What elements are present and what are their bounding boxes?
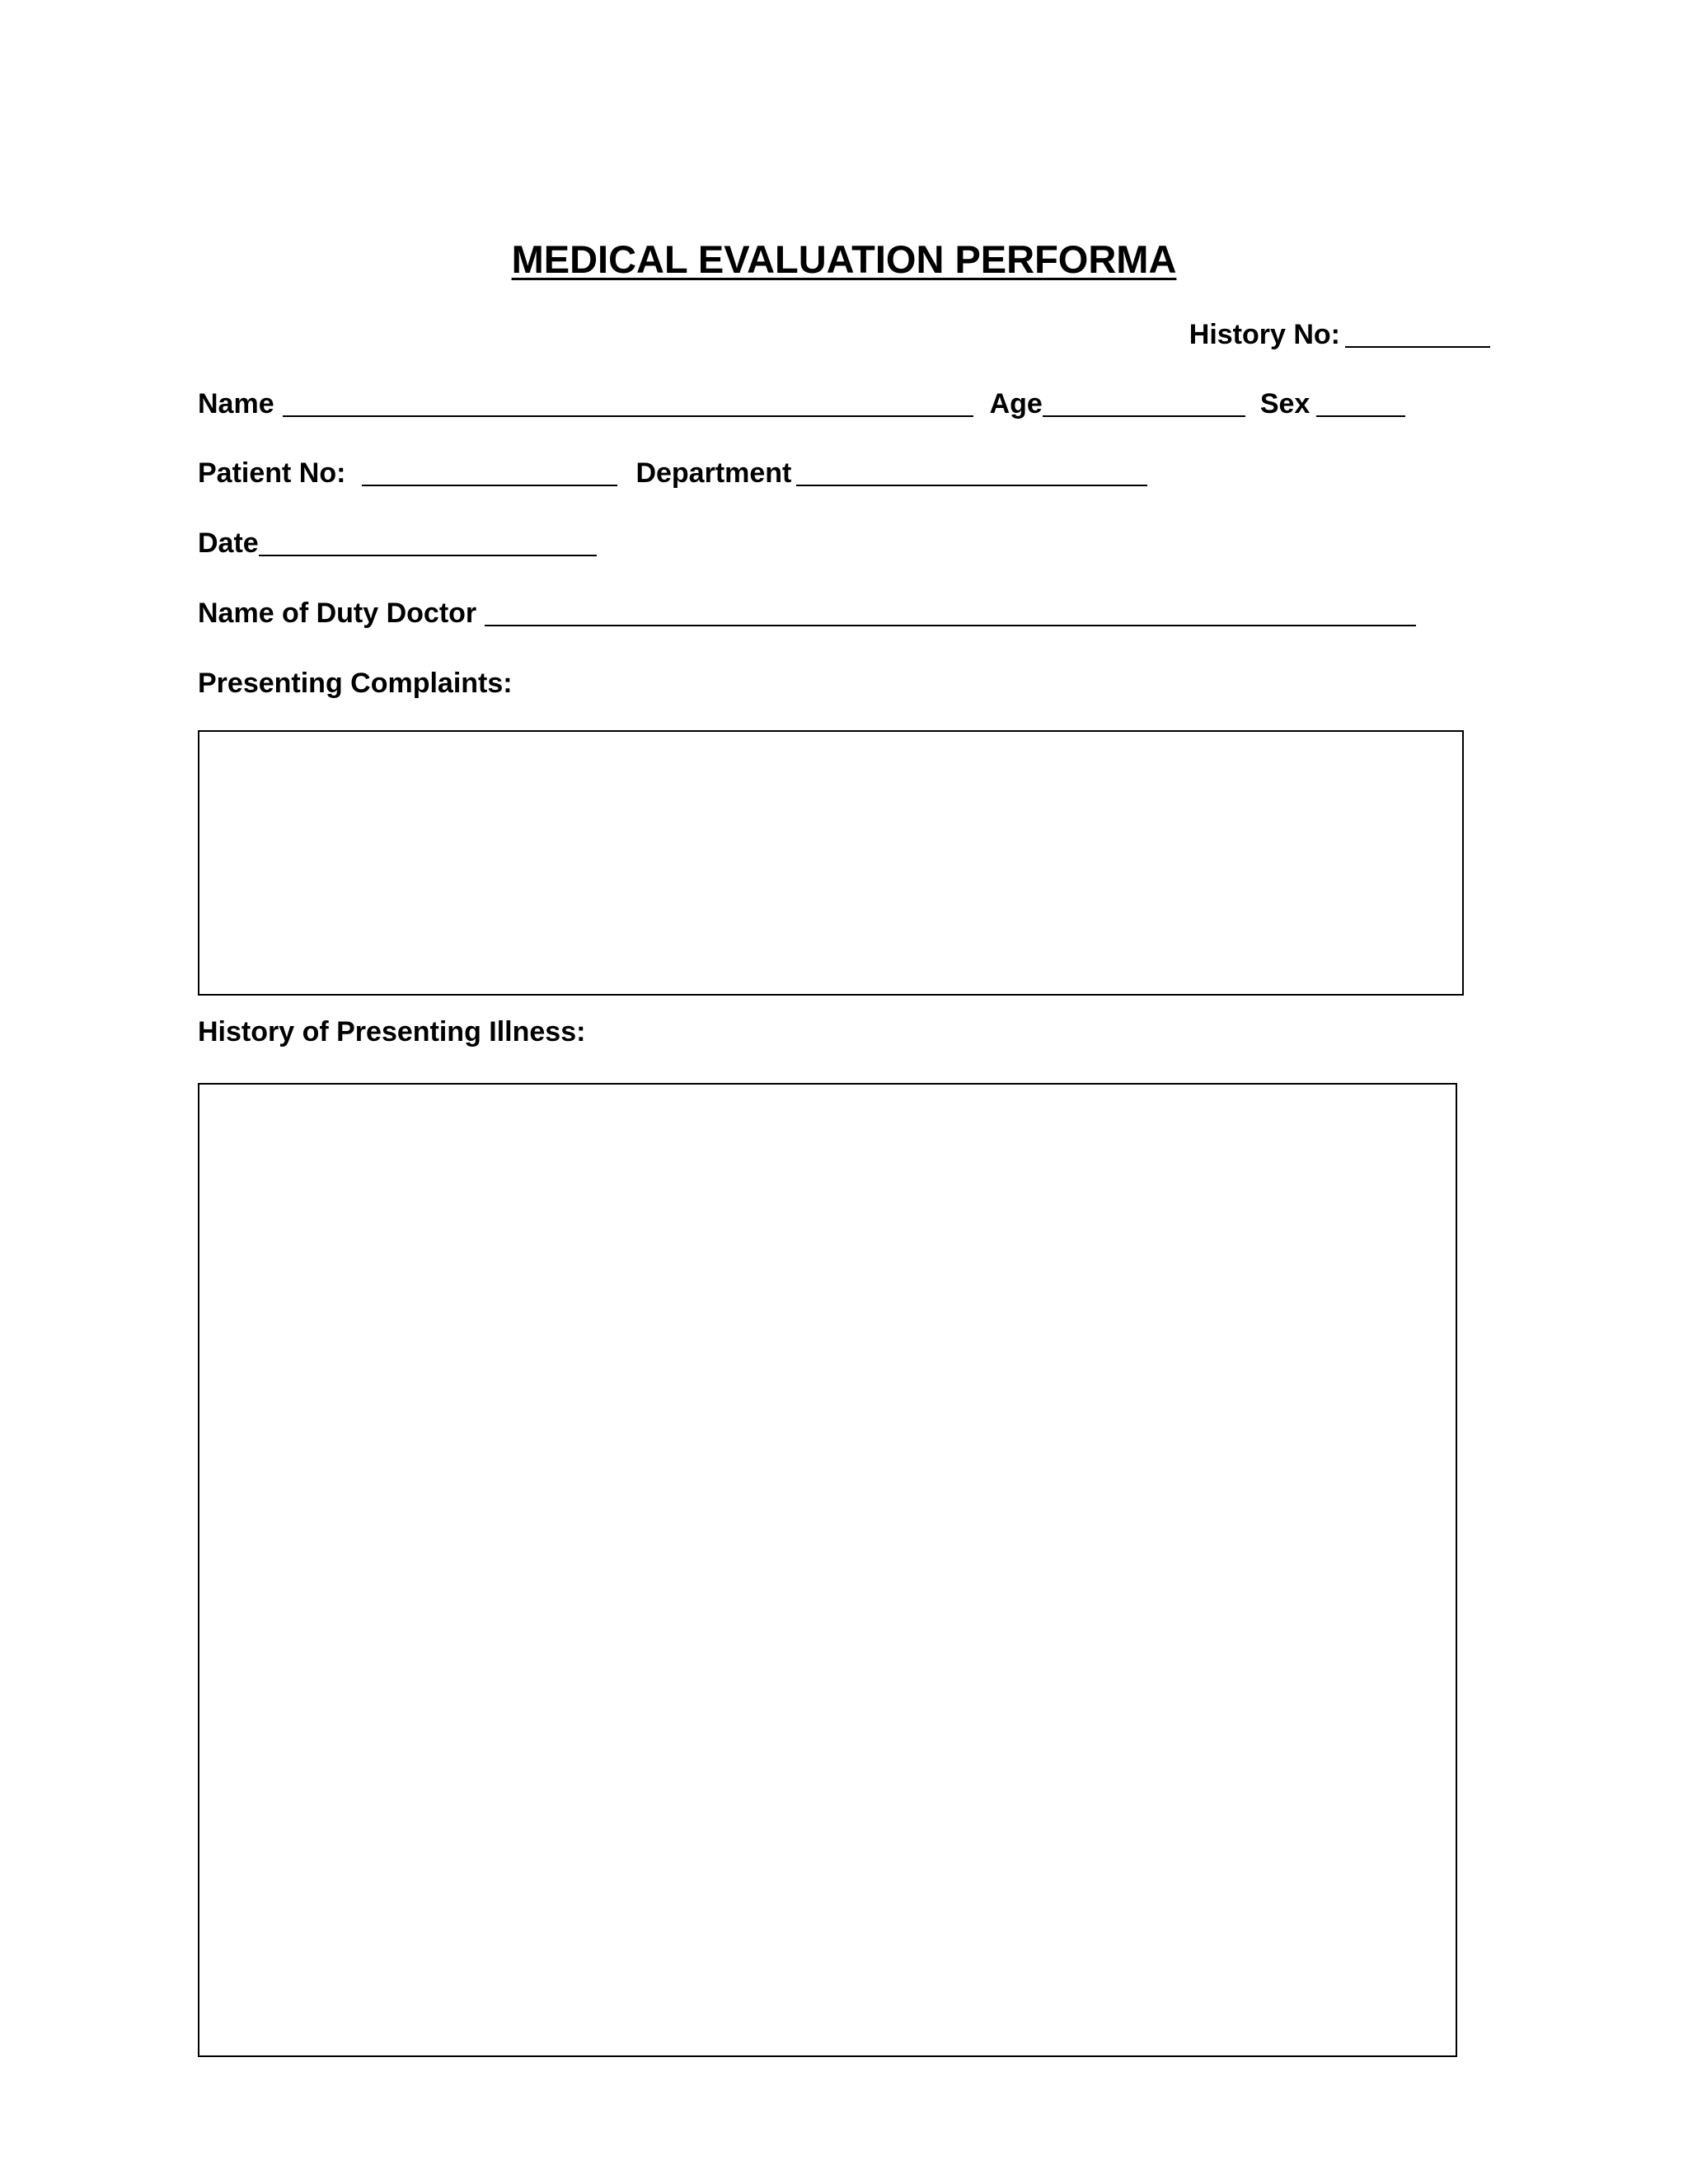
patient-department-row	[198, 455, 1147, 491]
history-of-presenting-illness-label: History of Presenting Illness:	[198, 1016, 586, 1047]
department-field[interactable]	[796, 457, 1147, 486]
patient-no-field[interactable]	[362, 457, 617, 486]
presenting-complaints-box[interactable]	[198, 730, 1464, 996]
presenting-complaints-label: Presenting Complaints:	[198, 668, 513, 699]
sex-field[interactable]	[1316, 387, 1405, 417]
date-field[interactable]	[259, 527, 597, 556]
duty-doctor-row	[198, 595, 1416, 631]
form-title	[0, 235, 1688, 284]
date-row	[198, 525, 597, 561]
history-no-field[interactable]	[1345, 318, 1490, 348]
history-no-label: History No:	[1189, 319, 1340, 350]
name-field[interactable]	[283, 387, 973, 417]
sex-label: Sex	[1259, 388, 1311, 419]
name-label: Name	[198, 388, 274, 419]
name-age-sex-row	[198, 386, 1405, 422]
history-of-presenting-illness-box[interactable]	[198, 1083, 1457, 2057]
duty-doctor-field[interactable]	[485, 597, 1416, 626]
patient-no-label: Patient No:	[198, 457, 346, 489]
history-no-row	[1189, 316, 1490, 353]
duty-doctor-label: Name of Duty Doctor	[198, 598, 477, 629]
department-label: Department	[635, 457, 792, 489]
date-label: Date	[198, 527, 259, 559]
form-title-text: MEDICAL EVALUATION PERFORMA	[511, 237, 1177, 281]
age-label: Age	[989, 388, 1043, 419]
age-field[interactable]	[1043, 387, 1245, 417]
